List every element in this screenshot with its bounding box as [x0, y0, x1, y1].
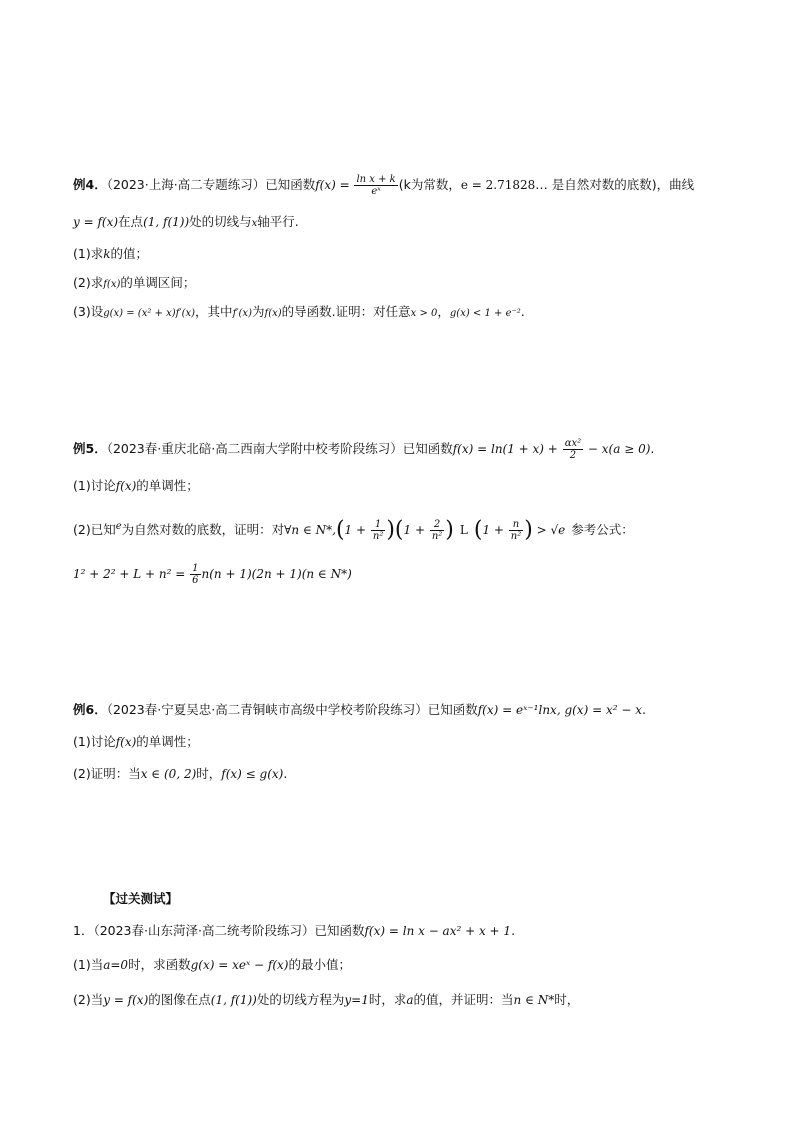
- example-6-question-2: (2)证明：当x ∈ (0, 2)时，f(x) ≤ g(x).: [73, 766, 288, 781]
- example-4-e-note: … 是自然对数的底数)，曲线: [535, 177, 695, 192]
- example-6-label: 例6．: [73, 702, 107, 717]
- example-4-line-2: y = f(x)在点(1, f(1))处的切线与x轴平行.: [73, 214, 299, 229]
- example-4-fraction: $\frac{\text{ln x + k}}{\text{eˣ}}$: [356, 174, 396, 197]
- example-5-formula: 1² + 2² + L + n² = $\frac{1}{6}$ n(n + 1)(2n + 1)(n ∈ N*): [73, 563, 352, 586]
- example-5-fraction: $\frac{\text{αx²}}{2}$: [564, 438, 582, 461]
- example-4-question-1: (1)求k的值；: [73, 246, 149, 261]
- example-5-forall: ∀n ∈ N*,: [284, 523, 336, 538]
- example-4-label: 例4．: [73, 177, 107, 192]
- example-6-line-1: 例6．（2023春·宁夏吴忠·高二青铜峡市高级中学校考阶段练习）已知函数f(x) = eˣ⁻¹lnx, g(x) = x² − x.: [73, 702, 646, 717]
- example-4-point: (1, f(1)): [143, 215, 190, 229]
- example-4-line-1: [73, 174, 694, 197]
- problem-1-line-1: 1．（2023春·山东菏泽·高二统考阶段练习）已知函数f(x) = ln x − ax² + x + 1.: [73, 923, 516, 938]
- example-6-question-1: (1)讨论f(x)的单调性；: [73, 734, 199, 749]
- example-4-source: （2023·上海·高二专题练习）已知函数: [106, 177, 316, 192]
- problem-1-source: （2023春·山东菏泽·高二统考阶段练习）已知函数: [93, 923, 365, 938]
- example-5-question-1: (1)讨论f(x)的单调性；: [73, 478, 199, 493]
- example-4-function-lhs: f(x) =: [315, 178, 354, 192]
- example-4-e-value: e = 2.71828: [460, 178, 536, 192]
- problem-1-label: 1．: [73, 923, 94, 938]
- example-4-curve: y = f(x): [73, 215, 119, 229]
- section-heading: 【过关测试】: [103, 891, 179, 906]
- problem-1-question-2: (2)当y = f(x)的图像在点(1, f(1))处的切线方程为y=1时，求a的值，并证明：当n ∈ N*时，: [73, 992, 580, 1007]
- example-6-source: （2023春·宁夏吴忠·高二青铜峡市高级中学校考阶段练习）已知函数: [106, 702, 478, 717]
- problem-1-question-1: (1)当a=0时，求函数g(x) = xeˣ − f(x)的最小值；: [73, 957, 351, 972]
- example-5-line-1: 例5．（2023春·重庆北碚·高二西南大学附中校考阶段练习）已知函数f(x) = ln(1 + x) + $\frac{\text{αx²}}{2}$ − x(a ≥ 0).: [73, 438, 655, 461]
- example-4-question-2: (2)求f(x)的单调区间；: [73, 275, 196, 290]
- example-5-question-2: (2)已知$^e$为自然对数的底数，证明：对∀n ∈ N*,(1 + $\frac{1}{\text{n²}}$ )(1 + $\frac{2}{\text{n²}}$ ) L (1 + $\frac{n}{\text{n²}}$ ) > √e 参考公式：: [73, 517, 634, 543]
- example-5-label: 例5．: [73, 441, 107, 456]
- example-4-question-3: (3)设g(x) = (x² + x)f′(x)，其中f′(x)为f(x)的导函数.证明：对任意x > 0，g(x) < 1 + e⁻².: [73, 304, 525, 319]
- example-4-constant-note: (k为常数，: [398, 177, 461, 192]
- example-5-source: （2023春·重庆北碚·高二西南大学附中校考阶段练习）已知函数: [106, 441, 453, 456]
